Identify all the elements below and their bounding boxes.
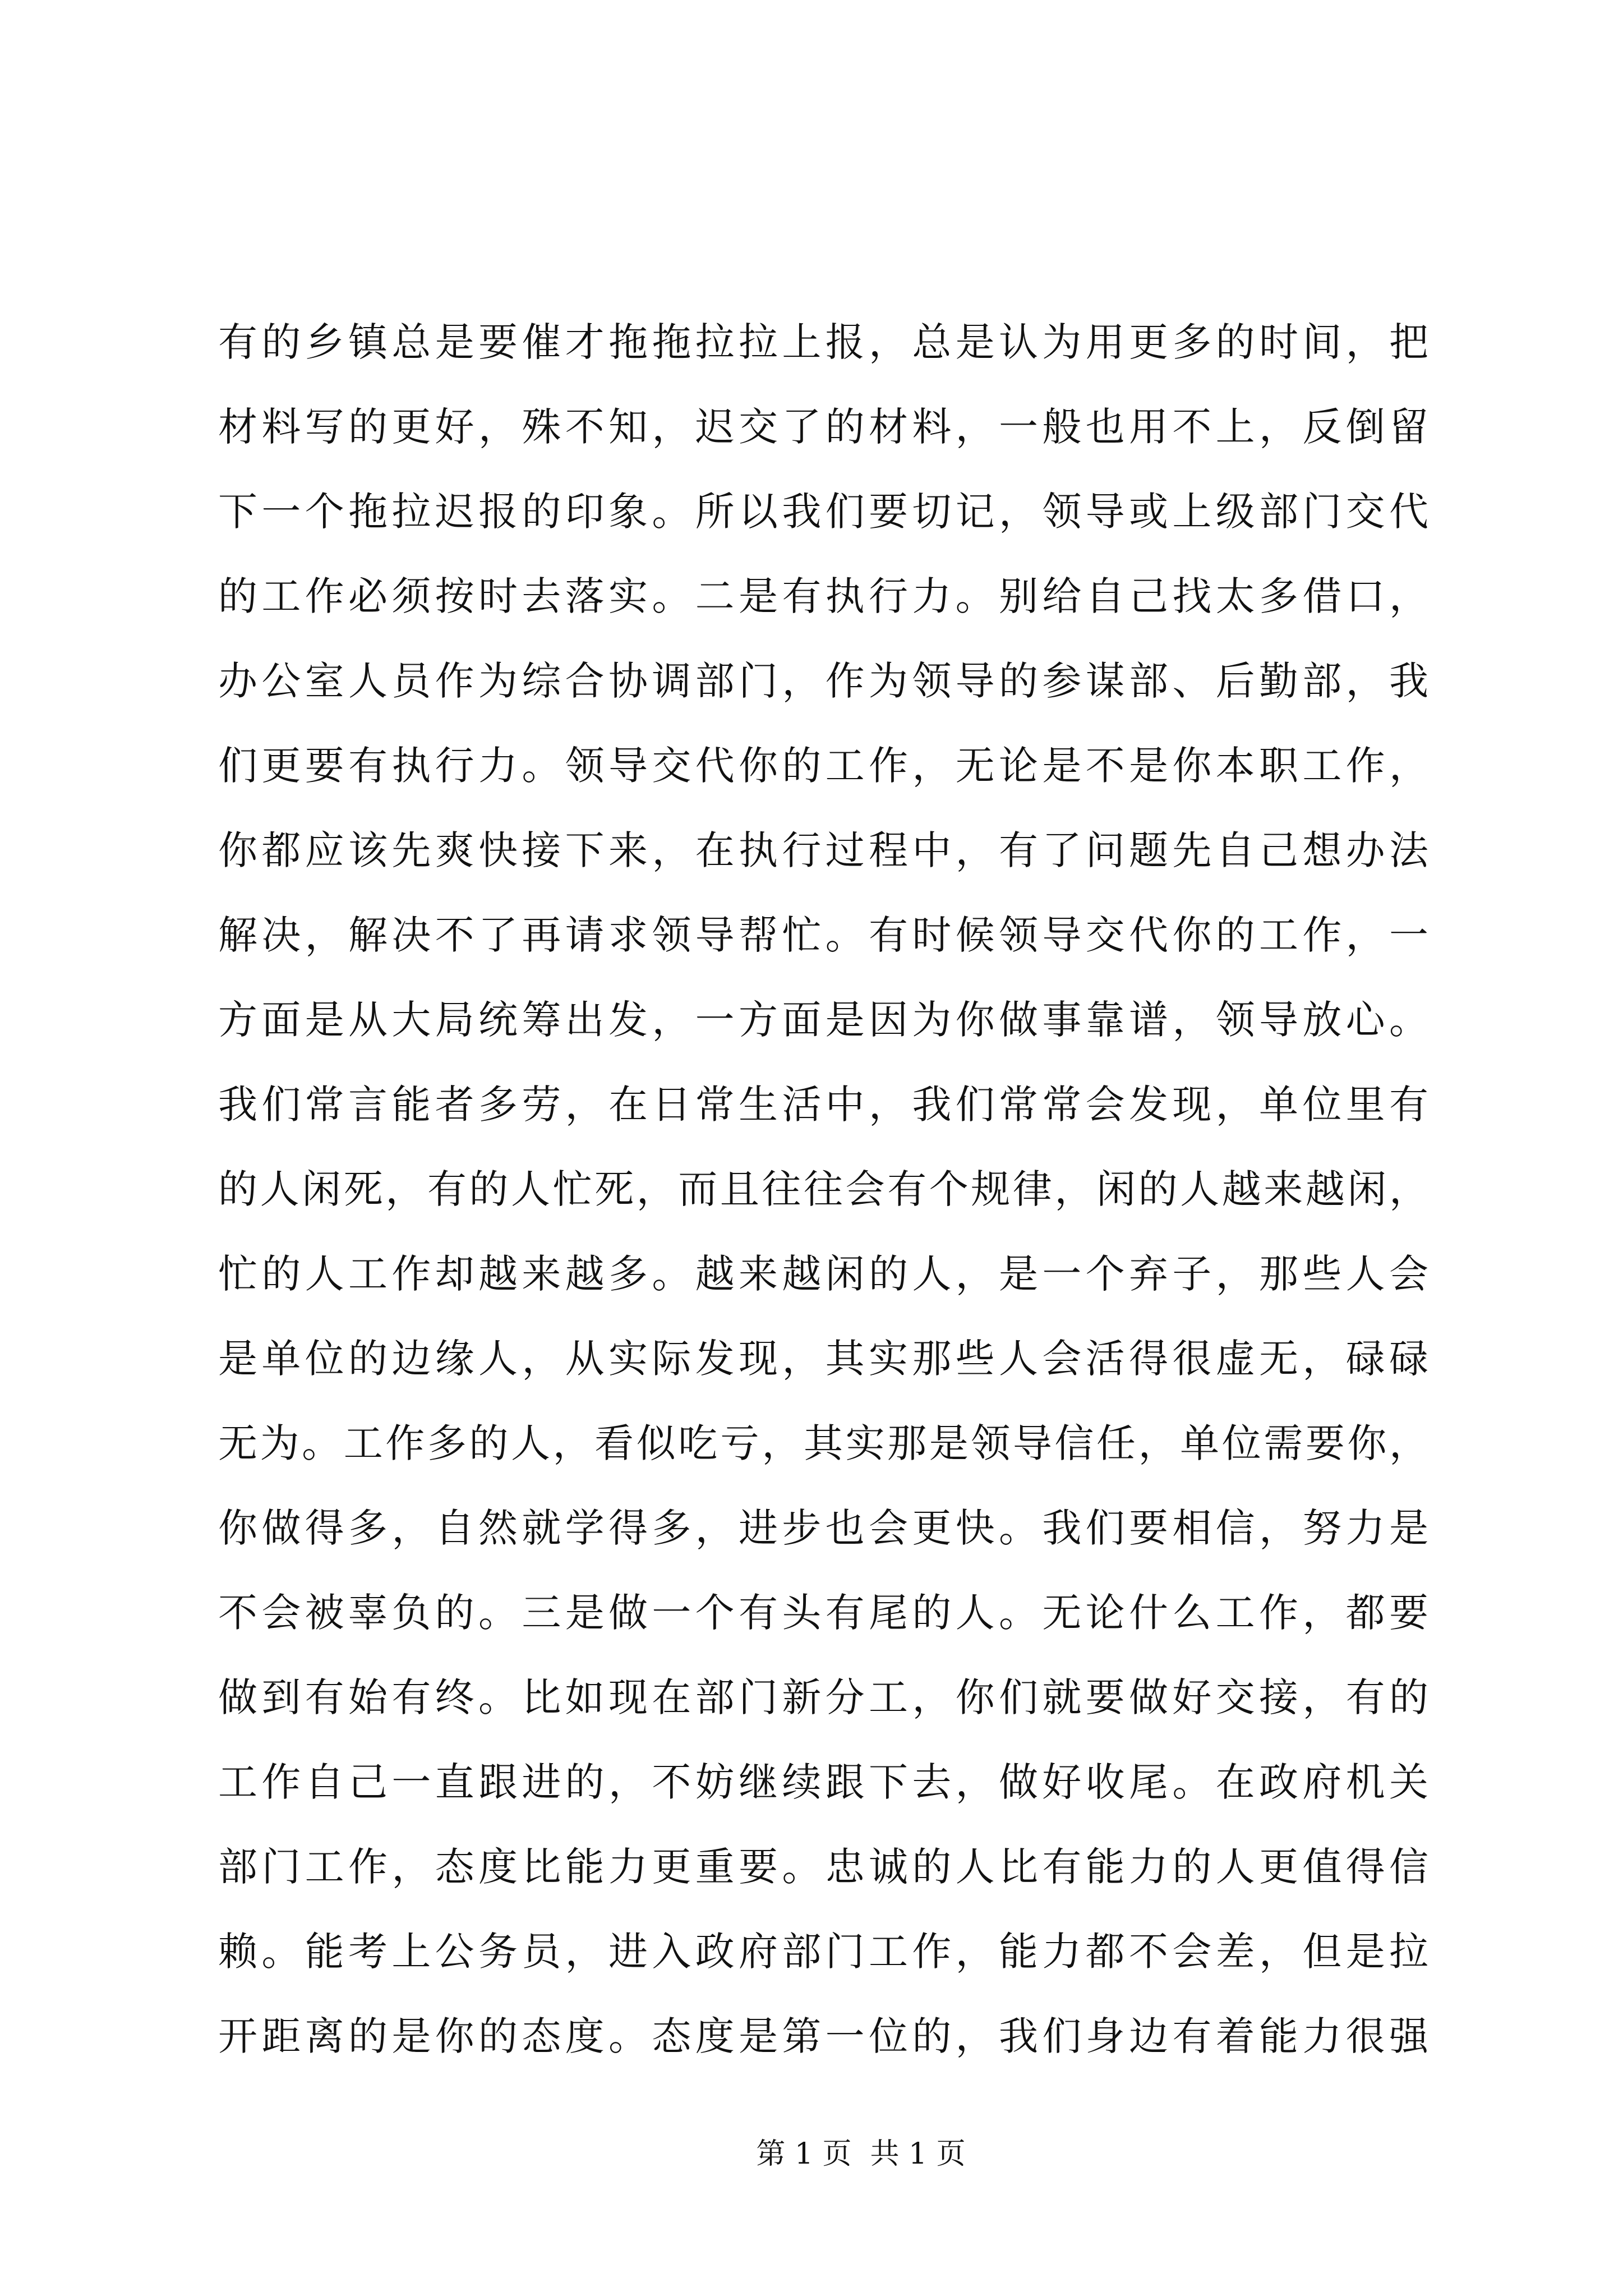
body-line: 忙的人工作却越来越多。越来越闲的人，是一个弃子，那些人会 bbox=[218, 1251, 1428, 1297]
body-line: 的人闲死，有的人忙死，而且往往会有个规律，闲的人越来越闲， bbox=[218, 1166, 1428, 1212]
body-line: 你做得多，自然就学得多，进步也会更快。我们要相信，努力是 bbox=[218, 1505, 1428, 1551]
body-text bbox=[218, 300, 1428, 2079]
body-line: 赖。能考上公务员，进入政府部门工作，能力都不会差，但是拉 bbox=[218, 1929, 1428, 1975]
body-line: 们更要有执行力。领导交代你的工作，无论是不是你本职工作， bbox=[218, 743, 1428, 789]
body-line: 解决，解决不了再请求领导帮忙。有时候领导交代你的工作，一 bbox=[218, 912, 1428, 958]
body-line: 你都应该先爽快接下来，在执行过程中，有了问题先自己想办法 bbox=[218, 827, 1428, 873]
body-line: 部门工作，态度比能力更重要。忠诚的人比有能力的人更值得信 bbox=[218, 1844, 1428, 1890]
body-line: 办公室人员作为综合协调部门，作为领导的参谋部、后勤部，我 bbox=[218, 658, 1428, 704]
body-line: 工作自己一直跟进的，不妨继续跟下去，做好收尾。在政府机关 bbox=[218, 1759, 1428, 1805]
body-line: 不会被辜负的。三是做一个有头有尾的人。无论什么工作，都要 bbox=[218, 1590, 1428, 1636]
body-line: 方面是从大局统筹出发，一方面是因为你做事靠谱，领导放心。 bbox=[218, 997, 1428, 1043]
body-line: 下一个拖拉迟报的印象。所以我们要切记，领导或上级部门交代 bbox=[218, 489, 1428, 535]
body-line: 开距离的是你的态度。态度是第一位的，我们身边有着能力很强 bbox=[218, 2013, 1428, 2059]
body-line: 做到有始有终。比如现在部门新分工，你们就要做好交接，有的 bbox=[218, 1674, 1428, 1720]
body-line: 有的乡镇总是要催才拖拖拉拉上报，总是认为用更多的时间，把 bbox=[218, 319, 1428, 365]
body-line: 无为。工作多的人，看似吃亏，其实那是领导信任，单位需要你， bbox=[218, 1420, 1428, 1466]
body-line: 是单位的边缘人，从实际发现，其实那些人会活得很虚无，碌碌 bbox=[218, 1336, 1428, 1382]
page-number-footer: 第 1 页 共 1 页 bbox=[756, 2137, 966, 2171]
body-line: 我们常言能者多劳，在日常生活中，我们常常会发现，单位里有 bbox=[218, 1082, 1428, 1128]
body-line: 材料写的更好，殊不知，迟交了的材料，一般也用不上，反倒留 bbox=[218, 404, 1428, 450]
body-line: 的工作必须按时去落实。二是有执行力。别给自己找太多借口， bbox=[218, 573, 1428, 619]
